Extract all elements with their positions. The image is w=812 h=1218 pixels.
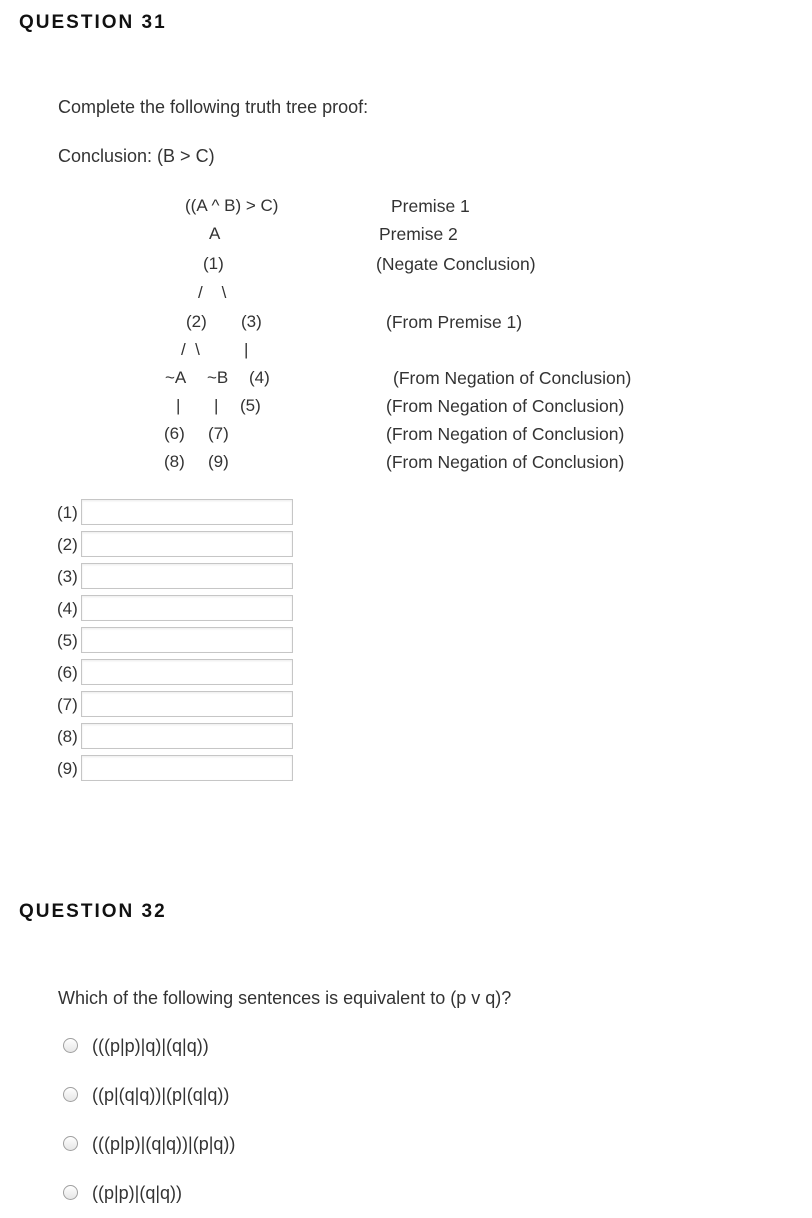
answer-label-5: (5) [57,631,78,650]
tree-stem-b: | [214,396,219,415]
tree-blank-1: (1) [203,254,224,273]
tree-left-split: / \ [181,340,200,359]
tree-blank-9: (9) [208,452,229,471]
tree-stem-a: | [176,396,181,415]
option-3-label[interactable]: (((p|p)|(q|q))|(p|q)) [92,1134,236,1154]
justification-2: Premise 2 [379,224,458,244]
option-4-radio[interactable] [63,1185,78,1200]
justification-1: Premise 1 [391,196,470,216]
tree-blank-7: (7) [208,424,229,443]
question-31-instruction: Complete the following truth tree proof: [58,97,369,117]
option-1-radio[interactable] [63,1038,78,1053]
option-3-radio[interactable] [63,1136,78,1151]
answer-input-2[interactable] [81,531,293,557]
answer-input-8[interactable] [81,723,293,749]
answer-input-1[interactable] [81,499,293,525]
answer-label-1: (1) [57,503,78,522]
justification-5: (From Negation of Conclusion) [393,368,632,388]
question-31-heading: QUESTION 31 [19,12,167,33]
option-4-label[interactable]: ((p|p)|(q|q)) [92,1183,183,1203]
answer-label-2: (2) [57,535,78,554]
option-1-label[interactable]: (((p|p)|q)|(q|q)) [92,1036,209,1056]
answer-input-9[interactable] [81,755,293,781]
justification-8: (From Negation of Conclusion) [386,452,625,472]
answer-label-9: (9) [57,759,78,778]
tree-blank-4: (4) [249,368,270,387]
justification-3: (Negate Conclusion) [376,254,536,274]
question-32-prompt: Which of the following sentences is equivalent to (p v q)? [58,988,512,1008]
answer-input-3[interactable] [81,563,293,589]
tree-blank-8: (8) [164,452,185,471]
answer-label-6: (6) [57,663,78,682]
answer-label-3: (3) [57,567,78,586]
tree-blank-2: (2) [186,312,207,331]
answer-input-7[interactable] [81,691,293,717]
tree-blank-5: (5) [240,396,261,415]
answer-label-8: (8) [57,727,78,746]
tree-blank-3: (3) [241,312,262,331]
question-32-heading: QUESTION 32 [19,901,167,922]
not-b: ~B [207,368,229,387]
answer-input-5[interactable] [81,627,293,653]
option-2-radio[interactable] [63,1087,78,1102]
tree-right-stem: | [244,340,249,359]
justification-4: (From Premise 1) [386,312,523,332]
tree-main-split: / \ [198,283,227,302]
answer-label-7: (7) [57,695,78,714]
tree-blank-6: (6) [164,424,185,443]
answer-input-6[interactable] [81,659,293,685]
justification-6: (From Negation of Conclusion) [386,396,625,416]
answer-label-4: (4) [57,599,78,618]
option-2-label[interactable]: ((p|(q|q))|(p|(q|q)) [92,1085,230,1105]
premise-2-formula: A [209,224,221,243]
answer-input-4[interactable] [81,595,293,621]
conclusion-text: Conclusion: (B > C) [58,146,215,166]
not-a: ~A [165,368,187,387]
justification-7: (From Negation of Conclusion) [386,424,625,444]
premise-1-formula: ((A ^ B) > C) [185,196,279,215]
